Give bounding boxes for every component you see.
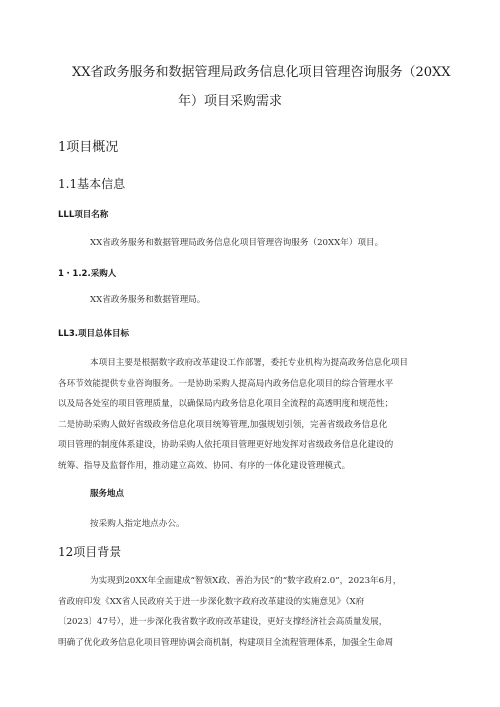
- goal-line: 项目管理的制度体系建设，协助采购人依托项目管理更好地发挥对省级政务信息化建设的: [58, 440, 394, 450]
- project-name-heading: LLL项目名称: [58, 210, 109, 220]
- background-line: 为实现到20XX年全面建成“智领X政、善治为民”的“数字政府2.0”，2023年6月，: [90, 576, 402, 586]
- section-1-1-heading: 1.1基本信息: [58, 177, 126, 191]
- background-line: 明确了优化政务信息化项目管理协调会商机制，构建项目全流程管理体系，加强全生命周: [58, 637, 394, 648]
- purchaser-heading: 1・1.2.采购人: [58, 269, 117, 279]
- project-background-paragraph: [58, 571, 443, 653]
- goal-line: 统筹、指导及监督作用，推动建立高效、协同、有序的一体化建设管理模式。: [58, 460, 351, 471]
- background-line: 〔2023〕47号），进一步深化我省数字政府改革建设，更好支撑经济社会高质量发展，: [58, 617, 388, 627]
- document-title-line-2: 年）项目采购需求: [178, 94, 283, 109]
- service-location-heading: 服务地点: [90, 489, 125, 499]
- document-title-line-1: XX省政务服务和数据管理局政务信息化项目管理咨询服务（20XX: [72, 65, 451, 80]
- section-1-heading: 1项目概况: [58, 140, 119, 155]
- goal-line: 二是协助采购人做好省级政务信息化项目统筹管理,加强规划引领，完善省级政务信息化: [58, 419, 388, 430]
- project-goal-paragraph: [58, 353, 443, 476]
- project-goal-heading: LL3.项目总体目标: [58, 329, 129, 339]
- section-1-2-heading: 12项目背景: [58, 545, 122, 559]
- purchaser-paragraph: [58, 290, 443, 311]
- goal-line: 以及局各处室的项目管理质量，以确保局内政务信息化项目全流程的高透明度和规范性；: [58, 399, 394, 409]
- service-location-text: 按采购人指定地点办公。: [90, 519, 185, 529]
- background-line: 省政府印发《XX省人民政府关于进一步深化数字政府改革建设的实施意见》（X府: [58, 596, 365, 607]
- service-location-paragraph: [58, 514, 443, 535]
- goal-line: 各环节效能提供专业咨询服务。一是协助采购人提高局内政务信息化项目的综合管理水平: [58, 378, 394, 389]
- project-name-text: XX省政务服务和数据管理局政务信息化项目管理咨询服务（20XX年）项目。: [90, 238, 384, 248]
- goal-line: 本项目主要是根据数字政府改革建设工作部署，委托专业机构为提高政务信息化项目: [90, 358, 408, 368]
- project-name-paragraph: [58, 233, 443, 254]
- purchaser-text: XX省政务服务和数据管理局。: [90, 295, 206, 305]
